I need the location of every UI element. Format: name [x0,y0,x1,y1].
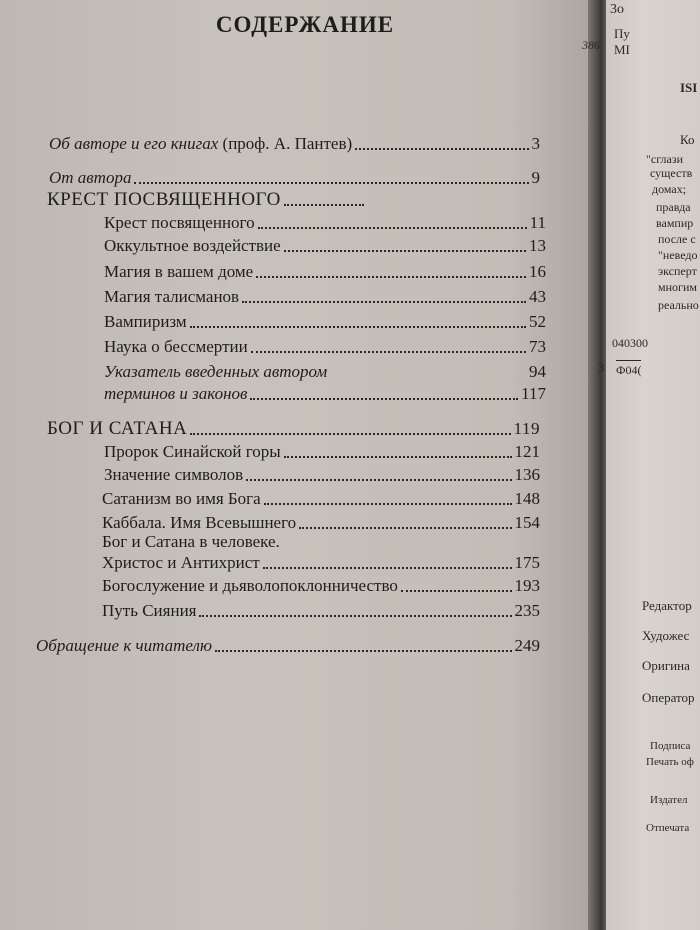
leader-dots [134,182,528,184]
toc-section-god-satan [47,419,540,439]
right-page-text: многим [658,280,697,294]
toc-entry-label: Каббала. Имя Всевышнего [102,513,297,532]
toc-entry-page: 119 [513,419,540,438]
toc-entry-god-satan-human-line2 [102,553,540,573]
leader-dots [299,527,511,529]
toc-entry-label: Оккультное воздействие [104,236,281,255]
toc-entry-page: 3 [531,134,540,153]
toc-entry-about-author [49,134,540,154]
leader-dots [355,148,528,150]
toc-entry [102,489,540,509]
right-page-text: Ф04( [616,360,641,378]
leader-dots [190,326,526,328]
toc-entry-label: Магия талисманов [104,287,240,306]
toc-section-label: БОГ И САТАНА [47,418,188,439]
toc-entry-to-reader [36,636,540,656]
toc-entry-index-line2 [104,384,546,404]
toc-entry-label: Бог и Сатана в человеке. [102,532,280,551]
toc-entry-page: 121 [514,442,540,461]
toc-entry-page: 249 [514,636,540,655]
toc-entry [104,465,540,485]
leader-dots [284,250,526,252]
right-page-text: Ко [680,132,695,147]
right-page-text: 3о [610,2,624,17]
leader-dots [250,398,518,400]
toc-entry-label: Сатанизм во имя Бога [102,489,261,508]
toc-entry-god-satan-human [102,532,540,552]
right-page-text: Оператор [642,690,695,705]
leader-dots [284,204,364,206]
toc-entry-page: 11 [529,213,546,232]
right-page-text: 040300 [612,336,648,350]
leader-dots [401,590,512,592]
toc-entry [104,213,546,233]
leader-dots [258,227,527,229]
right-page-text: после с [658,232,696,246]
toc-entry-page: 136 [514,465,540,484]
right-page-text: Подписа [650,740,691,752]
toc-entry [102,601,540,621]
toc-entry-page: 154 [514,513,540,532]
leader-dots [264,503,512,505]
toc-entry [104,287,546,307]
toc-entry [104,442,540,462]
toc-entry-page: 52 [529,312,546,331]
toc-entry-label-line2: Христос и Антихрист [102,553,260,572]
leader-dots [330,376,526,378]
toc-entry-page: 94 [529,362,546,381]
toc-entry-page: 235 [514,601,540,620]
toc-entry-label: Обращение к читателю [36,636,212,655]
toc-entry-page: 73 [529,337,546,356]
right-page-text: Оригина [642,658,690,673]
toc-entry [104,312,546,332]
toc-entry [104,337,546,357]
right-page-text: Художес [642,628,690,643]
toc-entry-label: Наука о бессмертии [104,337,248,356]
right-page-text: реально [658,298,699,312]
leader-dots [215,650,512,652]
toc-entry [104,236,546,256]
toc-entry-label: Богослужение и дьяволопоклонничество [102,576,398,595]
right-page-text: домах; [652,182,687,196]
toc-section-label: КРЕСТ ПОСВЯЩЕННОГО [47,189,281,210]
toc-entry-page: 175 [514,553,540,572]
toc-section-cross [47,190,367,210]
toc-entry [104,262,546,282]
right-page-text: Печать оф [646,756,694,768]
toc-entry-index [104,362,546,382]
toc-entry-page: 193 [514,576,540,595]
toc-entry-label: Магия в вашем доме [104,262,254,281]
toc-entry-label: Указатель введенных автором [104,362,328,381]
right-page-text: ISI [680,80,698,95]
toc-entry-page: 148 [514,489,540,508]
page-title: СОДЕРЖАНИЕ [215,12,395,37]
right-page-text: вампир [656,216,694,230]
toc-entry-label-suffix: (проф. А. Пантев) [218,134,353,153]
right-page-text: Пу [614,26,630,41]
leader-dots [246,479,511,481]
toc-entry-label: Пророк Синайской горы [104,442,281,461]
leader-dots [284,456,512,458]
leader-dots [263,567,512,569]
right-page-text: эксперт [658,264,697,278]
right-page-text: "неведо [658,248,698,262]
toc-entry-page: 13 [529,236,546,255]
toc-entry-label: Крест посвященного [104,213,255,232]
right-page-text: Редактор [642,598,692,613]
toc-entry-label: Вампиризм [104,312,187,331]
right-page [582,0,700,930]
right-page-text: Отпечата [646,822,690,834]
toc-entry-page: 16 [529,262,546,281]
leader-dots [242,301,526,303]
toc-entry-label: От автора [49,168,132,187]
toc-entry-label: Значение символов [104,465,244,484]
toc-entry-page: 9 [531,168,540,187]
right-page-text: 386 [582,38,600,52]
right-page-text: МІ [614,42,630,57]
toc-entry-from-author [49,168,540,188]
right-page-text: "сглази [646,152,684,166]
leader-dots [190,433,510,435]
toc-entry-label-line2: терминов и законов [104,384,248,403]
leader-dots [251,351,526,353]
toc-entry-label: Путь Сияния [102,601,197,620]
right-page-text: Издател [650,794,688,806]
right-page-text: 3 [598,360,605,375]
toc-entry-page: 43 [529,287,546,306]
right-page-text: правда [656,200,691,214]
toc-entry [102,513,540,533]
toc-entry-page: 117 [521,384,546,403]
right-page-text: существ [650,166,693,180]
leader-dots [199,615,511,617]
toc-entry [102,576,540,596]
leader-dots [256,276,526,278]
toc-entry-label: Об авторе и его книгах [49,134,219,153]
